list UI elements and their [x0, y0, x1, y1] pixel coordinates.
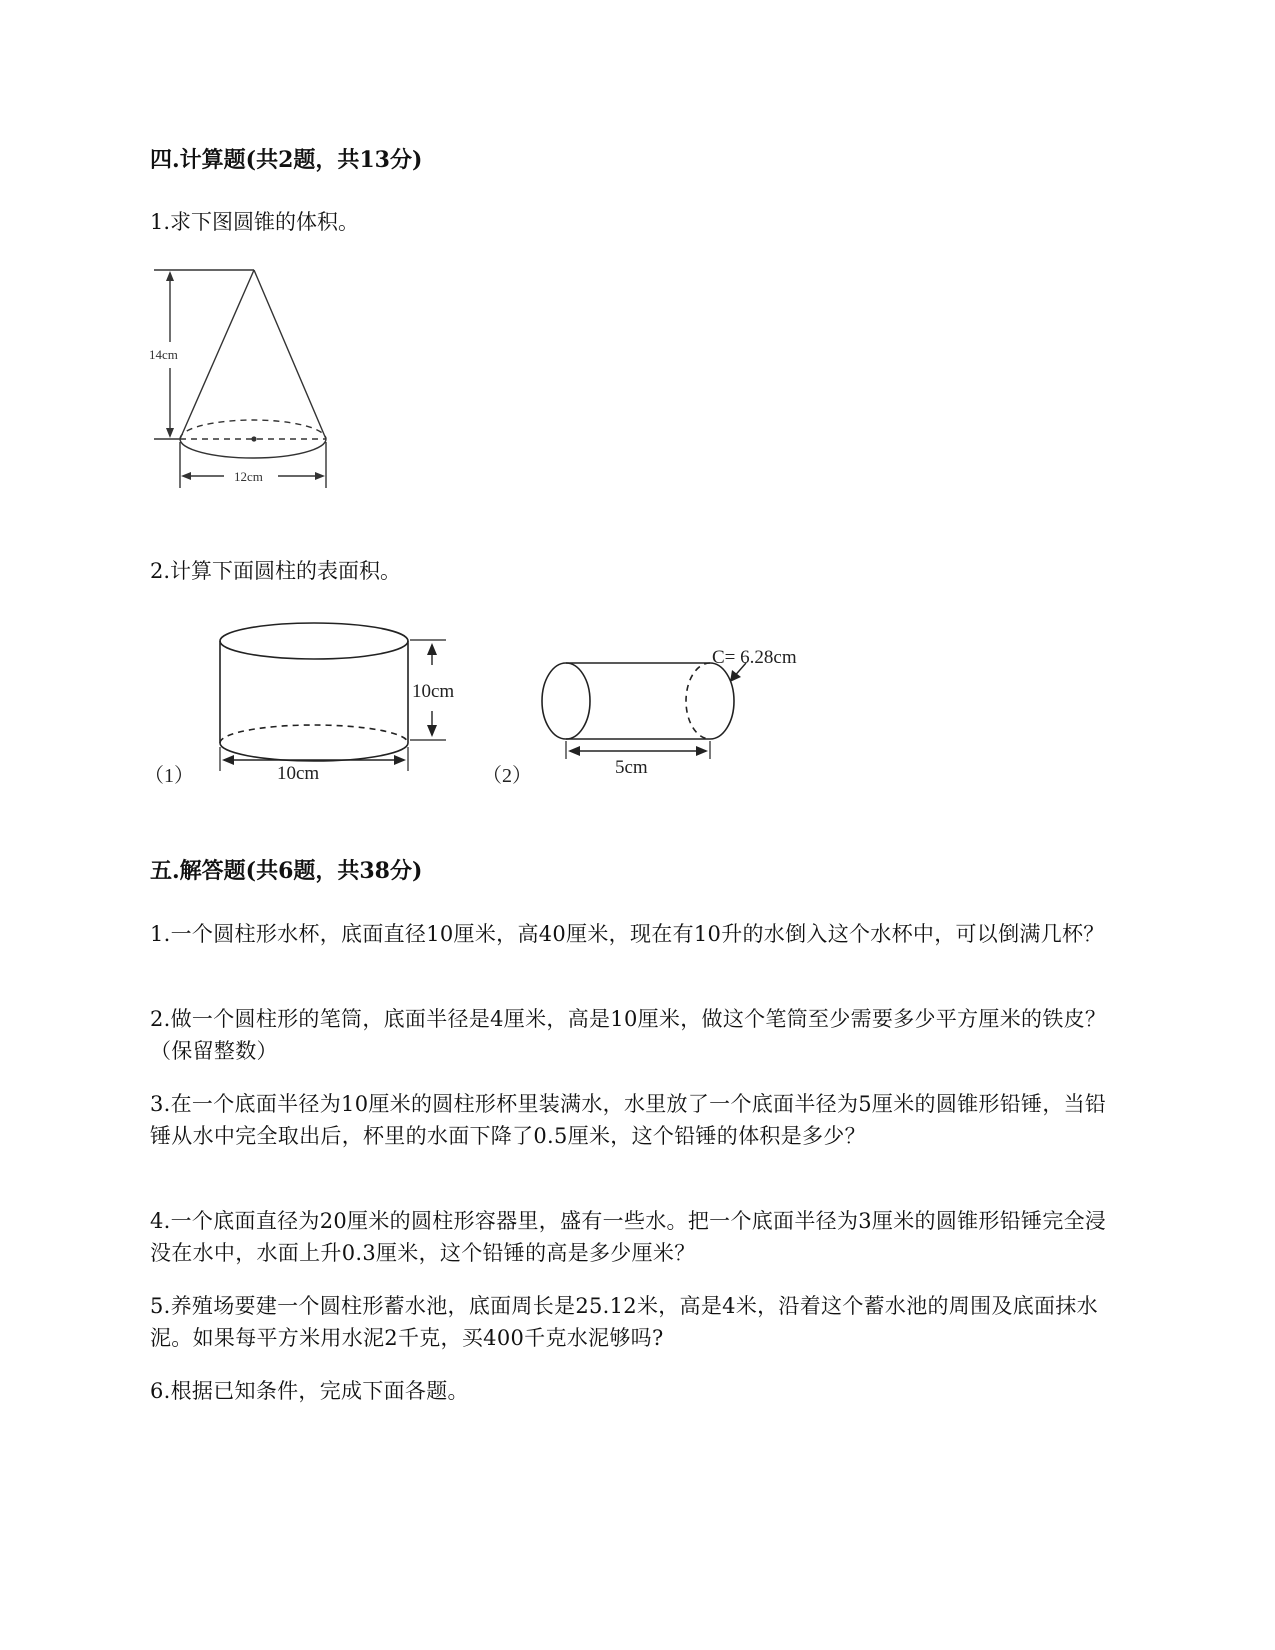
cylinder1-top-ellipse [220, 623, 408, 659]
section5-question-4: 4.一个底面直径为20厘米的圆柱形容器里，盛有一些水。把一个底面半径为3厘米的圆锥形铅锤完全浸没在水中，水面上升0.3厘米，这个铅锤的高是多少厘米？ [150, 1209, 1107, 1265]
cone-left-side [180, 270, 254, 439]
cylinder1-diameter-arrow-right [394, 755, 406, 765]
cylinder2-left-ellipse [542, 663, 590, 739]
cone-base-back [180, 420, 326, 439]
cylinder1-height-arrow-top [427, 643, 437, 655]
cylinder1-height-label: 10cm [412, 681, 455, 702]
cylinder2-right-front [710, 663, 734, 739]
section5-question-6: 6.根据已知条件，完成下面各题。 [150, 1379, 469, 1403]
cone-diameter-label: 12cm [234, 469, 263, 484]
cylinder2-length-arrow-right [696, 746, 708, 756]
cylinder1-bottom-back [220, 725, 408, 743]
cylinder2-circumference-arrow [730, 670, 741, 682]
cylinder1-height-arrow-bottom [427, 725, 437, 737]
cylinder2-length-label: 5cm [615, 757, 648, 778]
cylinder1-diameter-label: 10cm [277, 763, 320, 784]
cone-height-arrow-top [166, 271, 174, 281]
cylinder2-circumference-label: C= 6.28cm [712, 647, 797, 668]
cone-base-center-dot [251, 436, 256, 441]
cylinder2-length-arrow-left [568, 746, 580, 756]
section5-question-3: 3.在一个底面半径为10厘米的圆柱形杯里装满水，水里放了一个底面半径为5厘米的圆锥形铅锤，当铅锤从水中完全取出后，杯里的水面下降了0.5厘米，这个铅锤的体积是多少？ [150, 1092, 1107, 1148]
cylinder2-right-back [686, 663, 710, 739]
section5-title: 五.解答题(共6题，共38分) [150, 858, 423, 884]
figure-2-label: （2） [482, 765, 532, 787]
section5-question-2: 2.做一个圆柱形的笔筒，底面半径是4厘米，高是10厘米，做这个笔筒至少需要多少平方厘米的铁皮？（保留整数） [150, 1007, 1107, 1063]
section5-question-1: 1.一个圆柱形水杯，底面直径10厘米，高40厘米，现在有10升的水倒入这个水杯中，可以倒满几杯？ [150, 922, 1105, 946]
figure-1-label: （1） [144, 765, 194, 787]
cone-height-label: 14cm [149, 347, 178, 362]
cone-diameter-arrow-right [315, 472, 325, 480]
cone-diameter-arrow-left [181, 472, 191, 480]
cylinder1-bottom-front [220, 743, 408, 761]
section5-question-5: 5.养殖场要建一个圆柱形蓄水池，底面周长是25.12米，高是4米，沿着这个蓄水池的周围及底面抹水泥。如果每平方米用水泥2千克，买400千克水泥够吗? [150, 1294, 1098, 1350]
cylinder-figure-1 [140, 615, 480, 795]
section4-title: 四.计算题(共2题，共13分) [150, 147, 423, 173]
cylinder1-diameter-arrow-left [222, 755, 234, 765]
cylinder-figure-2 [480, 635, 840, 795]
cone-base-front [180, 439, 326, 458]
cone-figure [140, 262, 340, 502]
cone-right-side [254, 270, 326, 439]
section4-question-2: 2.计算下面圆柱的表面积。 [150, 559, 402, 583]
section4-question-1: 1.求下图圆锥的体积。 [150, 210, 360, 234]
cone-height-arrow-bottom [166, 428, 174, 438]
